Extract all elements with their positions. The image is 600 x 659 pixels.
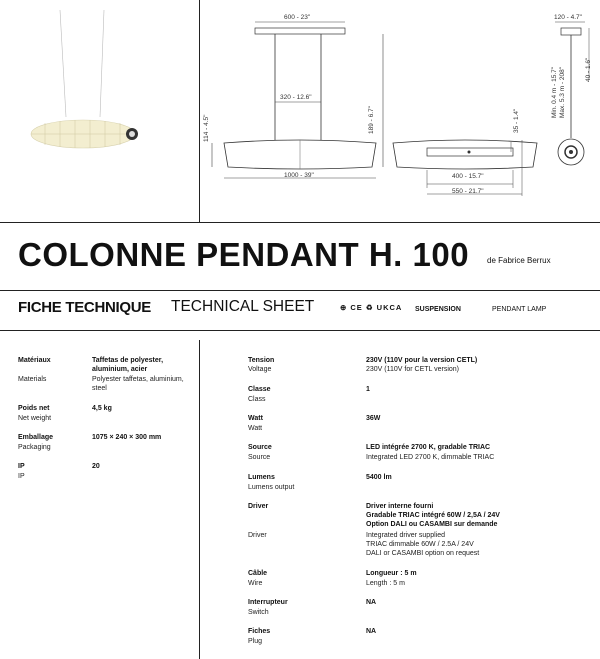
spec-sublabel: Net weight: [18, 415, 52, 422]
category-pendant-lamp: PENDANT LAMP: [492, 306, 547, 313]
spec-value-en: Integrated driver supplied: [366, 532, 445, 539]
spec-label: Tension: [248, 357, 275, 364]
title-rule: [0, 290, 600, 291]
spec-label: Interrupteur: [248, 599, 288, 606]
spec-value: Gradable TRIAC intégré 60W / 2,5A / 24V: [366, 512, 500, 519]
spec-value: 36W: [366, 415, 381, 422]
spec-value: LED intégrée 2700 K, gradable TRIAC: [366, 444, 491, 451]
spec-label: Source: [248, 444, 272, 451]
product-title: COLONNE PENDANT H. 100: [18, 236, 470, 273]
lamp-photo: [20, 10, 150, 160]
spec-label: Emballage: [18, 434, 54, 441]
spec-value: NA: [366, 628, 377, 635]
spec-label: Classe: [248, 386, 271, 393]
spec-label: Câble: [248, 570, 268, 577]
spec-value-en: DALI or CASAMBI option on request: [366, 550, 480, 557]
dim-cable-min: Min. 0.4 m - 15.7": [551, 66, 558, 118]
category-suspension: SUSPENSION: [415, 306, 461, 313]
spec-sublabel: Plug: [248, 638, 263, 645]
dim-canopy-height: 40 - 1.6": [585, 57, 592, 82]
spec-value-en: 230V (110V for CETL version): [366, 366, 459, 373]
spec-sublabel: Source: [248, 454, 271, 461]
technical-sheet-label: TECHNICAL SHEET: [171, 298, 315, 315]
dim-rod-spacing: 320 - 12.6": [280, 94, 312, 101]
dim-width-top: 600 - 23": [284, 14, 311, 21]
spec-value-en: Length : 5 m: [366, 580, 405, 587]
spec-sublabel: Voltage: [248, 366, 272, 373]
dim-outer-width: 550 - 21.7": [452, 188, 484, 195]
spec-sublabel: Materials: [18, 376, 47, 383]
spec-label: Matériaux: [18, 357, 51, 364]
spec-sublabel: Switch: [248, 609, 269, 616]
fiche-technique-label: FICHE TECHNIQUE: [18, 299, 152, 316]
spec-value-en: Polyester taffetas, aluminium, steel: [92, 376, 184, 392]
spec-sublabel: IP: [18, 473, 25, 480]
spec-value: 1: [366, 386, 370, 393]
dim-top-depth: 35 - 1.4": [513, 108, 520, 133]
top-horizontal-rule: [0, 222, 600, 223]
spec-sublabel: Packaging: [18, 444, 51, 451]
spec-value: 230V (110V pour la version CETL): [366, 357, 478, 364]
dim-inner-width: 400 - 15.7": [452, 173, 484, 180]
dim-cable-max: Max. 5.3 m - 208": [559, 66, 566, 118]
spec-label: Poids net: [18, 405, 50, 412]
spec-sublabel: Class: [248, 396, 266, 403]
spec-label: Lumens: [248, 474, 275, 481]
bottom-vertical-divider: [199, 340, 200, 659]
spec-value: Driver interne fourni: [366, 503, 434, 510]
spec-label: Driver: [248, 503, 269, 510]
spec-label: IP: [18, 463, 25, 470]
spec-sublabel: Watt: [248, 425, 263, 432]
spec-value: Longueur : 5 m: [366, 570, 417, 577]
certification-icons: ⊕ CE ♻ UKCA: [340, 303, 403, 312]
spec-value: 20: [92, 463, 100, 470]
spec-label: Watt: [248, 415, 263, 422]
spec-sublabel: Lumens output: [248, 484, 295, 491]
top-view-drawing: [385, 100, 545, 200]
spec-value: NA: [366, 599, 377, 606]
spec-value: 5400 lm: [366, 474, 392, 481]
dim-height-right: 189 - 6.7": [368, 106, 375, 134]
designer-credit: de Fabrice Berrux: [487, 256, 551, 265]
spec-value: 1075 × 240 × 300 mm: [92, 434, 162, 441]
spec-value: 4,5 kg: [92, 405, 112, 412]
front-elevation-drawing: [200, 0, 390, 222]
dim-canopy: 120 - 4.7": [554, 14, 582, 21]
dim-height-left: 114 - 4.5": [203, 114, 210, 142]
spec-value: Taffetas de polyester, aluminium, acier: [92, 357, 164, 373]
spec-sublabel: Wire: [248, 580, 263, 587]
dim-length: 1000 - 39": [284, 172, 314, 179]
techbar-rule: [0, 330, 600, 331]
spec-value-en: TRIAC dimmable 60W / 2.5A / 24V: [366, 541, 474, 548]
spec-label: Fiches: [248, 628, 271, 635]
spec-value: Option DALI ou CASAMBI sur demande: [366, 521, 498, 528]
spec-value-en: Integrated LED 2700 K, dimmable TRIAC: [366, 454, 495, 461]
spec-sublabel: Driver: [248, 532, 267, 539]
